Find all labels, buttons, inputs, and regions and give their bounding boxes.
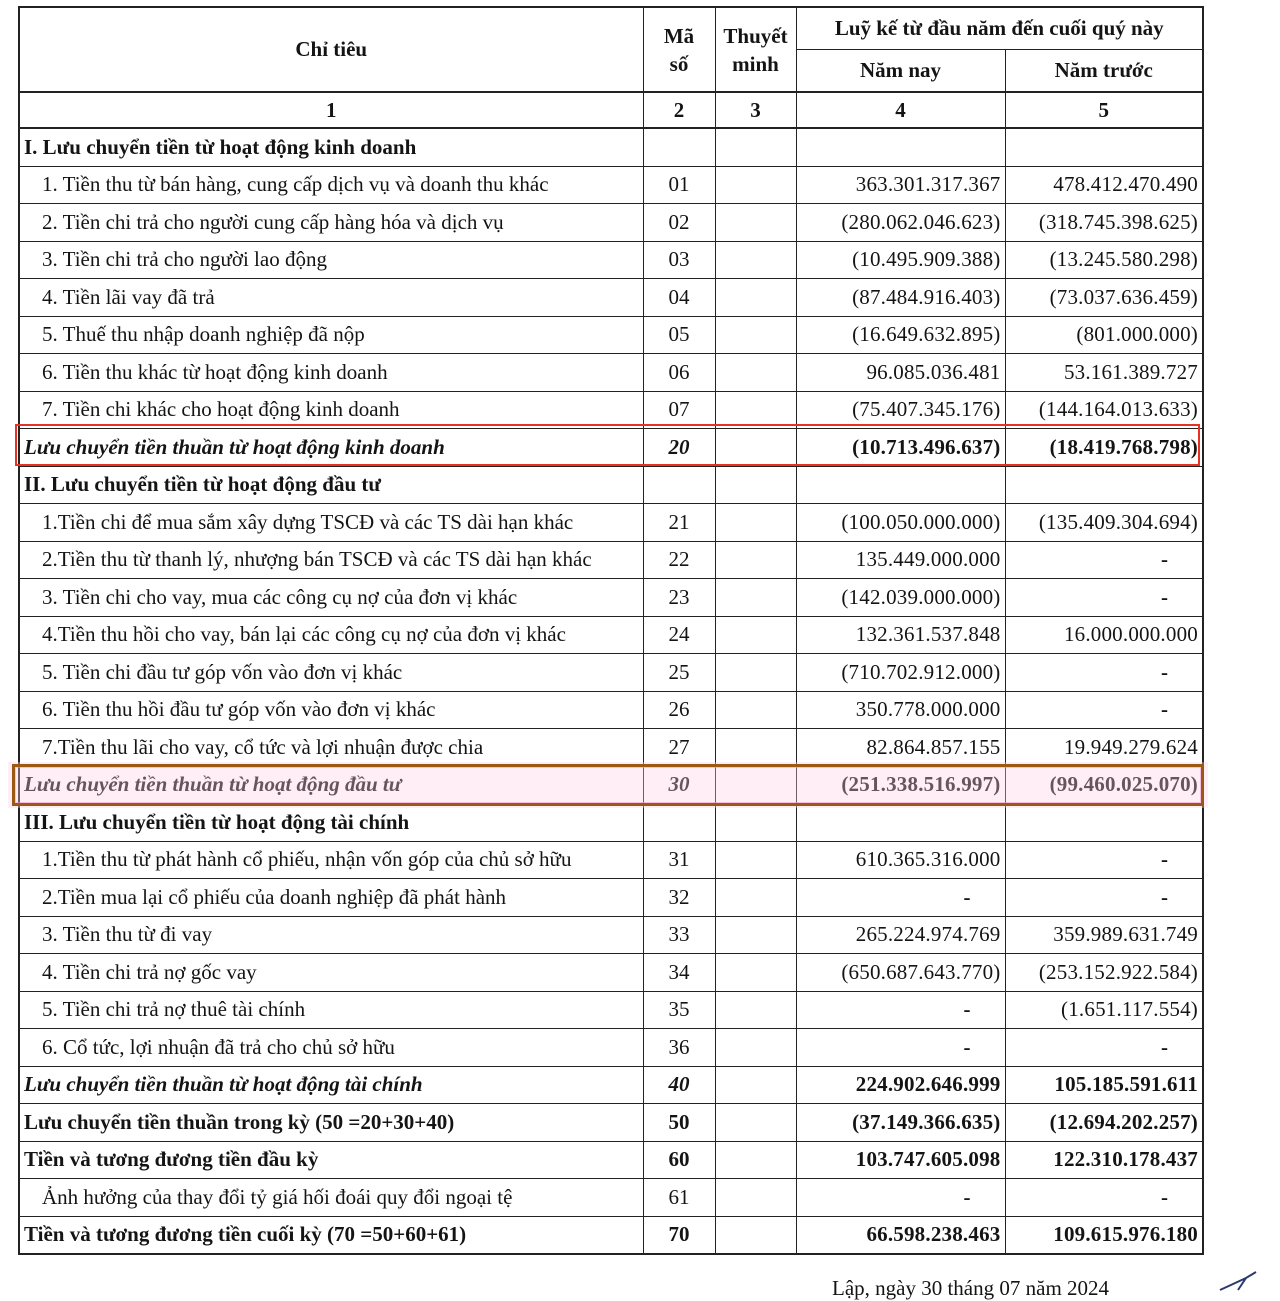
row-prior-year: -	[1005, 1029, 1203, 1067]
row-current-year: 610.365.316.000	[796, 841, 1005, 879]
row-note	[715, 279, 796, 317]
row-code: 04	[643, 279, 715, 317]
row-label: II. Lưu chuyển tiền từ hoạt động đầu tư	[19, 466, 643, 504]
row-code	[643, 128, 715, 166]
row-prior-year: (318.745.398.625)	[1005, 204, 1203, 242]
row-current-year: (10.713.496.637)	[796, 429, 1005, 467]
row-prior-year	[1005, 466, 1203, 504]
cash-flow-statement	[18, 6, 1202, 1255]
row-prior-year	[1005, 128, 1203, 166]
table-row	[19, 991, 1203, 1029]
subtotal-row	[19, 766, 1203, 804]
row-note	[715, 128, 796, 166]
section-row	[19, 466, 1203, 504]
row-prior-year: 19.949.279.624	[1005, 729, 1203, 767]
row-label: 3. Tiền thu từ đi vay	[19, 916, 643, 954]
row-code: 30	[643, 766, 715, 804]
row-prior-year: (1.651.117.554)	[1005, 991, 1203, 1029]
row-note	[715, 729, 796, 767]
row-label: 1.Tiền thu từ phát hành cổ phiếu, nhận vốn góp của chủ sở hữu	[19, 841, 643, 879]
row-code: 01	[643, 166, 715, 204]
row-code: 05	[643, 316, 715, 354]
row-current-year: 350.778.000.000	[796, 691, 1005, 729]
row-current-year: 66.598.238.463	[796, 1216, 1005, 1254]
table-row	[19, 504, 1203, 542]
row-current-year: -	[796, 1029, 1005, 1067]
row-current-year: (710.702.912.000)	[796, 654, 1005, 692]
row-label: Lưu chuyển tiền thuần từ hoạt động kinh doanh	[19, 429, 643, 467]
table-row	[19, 354, 1203, 392]
row-prior-year: -	[1005, 654, 1203, 692]
header-nam-nay: Năm nay	[796, 49, 1005, 92]
row-code: 32	[643, 879, 715, 917]
row-prior-year: (253.152.922.584)	[1005, 954, 1203, 992]
header-chi-tieu: Chỉ tiêu	[19, 7, 643, 92]
row-note	[715, 841, 796, 879]
row-label: 6. Tiền thu hồi đầu tư góp vốn vào đơn vị khác	[19, 691, 643, 729]
row-note	[715, 1029, 796, 1067]
row-note	[715, 429, 796, 467]
row-note	[715, 466, 796, 504]
row-prior-year: (73.037.636.459)	[1005, 279, 1203, 317]
row-code: 22	[643, 541, 715, 579]
row-note	[715, 991, 796, 1029]
row-code: 23	[643, 579, 715, 617]
header-index-5: 5	[1005, 92, 1203, 128]
row-label: 2.Tiền mua lại cổ phiếu của doanh nghiệp đã phát hành	[19, 879, 643, 917]
row-note	[715, 691, 796, 729]
row-prior-year: (13.245.580.298)	[1005, 241, 1203, 279]
row-note	[715, 1066, 796, 1104]
row-current-year	[796, 466, 1005, 504]
subtotal-row	[19, 429, 1203, 467]
row-label: Tiền và tương đương tiền đầu kỳ	[19, 1141, 643, 1179]
header-nam-truoc: Năm trước	[1005, 49, 1203, 92]
row-prior-year: (99.460.025.070)	[1005, 766, 1203, 804]
header-thuyet-minh: Thuyết minh	[715, 7, 796, 92]
row-code: 07	[643, 391, 715, 429]
row-code: 60	[643, 1141, 715, 1179]
row-code: 20	[643, 429, 715, 467]
row-label: 3. Tiền chi cho vay, mua các công cụ nợ của đơn vị khác	[19, 579, 643, 617]
row-note	[715, 1104, 796, 1142]
header-index-2: 2	[643, 92, 715, 128]
row-current-year: -	[796, 879, 1005, 917]
row-code: 34	[643, 954, 715, 992]
row-prior-year: 53.161.389.727	[1005, 354, 1203, 392]
row-code: 50	[643, 1104, 715, 1142]
header-index-1: 1	[19, 92, 643, 128]
table-row	[19, 204, 1203, 242]
row-code: 70	[643, 1216, 715, 1254]
row-note	[715, 879, 796, 917]
row-current-year: (100.050.000.000)	[796, 504, 1005, 542]
row-note	[715, 1179, 796, 1217]
row-label: 1.Tiền chi để mua sắm xây dựng TSCĐ và các TS dài hạn khác	[19, 504, 643, 542]
table-body	[19, 128, 1203, 1254]
row-label: III. Lưu chuyển tiền từ hoạt động tài chính	[19, 804, 643, 842]
row-code: 27	[643, 729, 715, 767]
row-prior-year: -	[1005, 691, 1203, 729]
row-prior-year: 478.412.470.490	[1005, 166, 1203, 204]
row-label: 6. Cổ tức, lợi nhuận đã trả cho chủ sở hữu	[19, 1029, 643, 1067]
row-label: Tiền và tương đương tiền cuối kỳ (70 =50+60+61)	[19, 1216, 643, 1254]
row-code: 26	[643, 691, 715, 729]
row-note	[715, 616, 796, 654]
row-note	[715, 166, 796, 204]
row-note	[715, 766, 796, 804]
total-row	[19, 1216, 1203, 1254]
row-note	[715, 354, 796, 392]
row-current-year: 135.449.000.000	[796, 541, 1005, 579]
row-current-year: 82.864.857.155	[796, 729, 1005, 767]
table-row	[19, 166, 1203, 204]
row-code: 35	[643, 991, 715, 1029]
row-current-year: (650.687.643.770)	[796, 954, 1005, 992]
row-note	[715, 1141, 796, 1179]
row-code: 40	[643, 1066, 715, 1104]
row-current-year: (87.484.916.403)	[796, 279, 1005, 317]
row-label: 2. Tiền chi trả cho người cung cấp hàng hóa và dịch vụ	[19, 204, 643, 242]
table-row	[19, 279, 1203, 317]
table-row	[19, 1179, 1203, 1217]
row-code: 31	[643, 841, 715, 879]
row-label: 6. Tiền thu khác từ hoạt động kinh doanh	[19, 354, 643, 392]
row-label: 1. Tiền thu từ bán hàng, cung cấp dịch vụ và doanh thu khác	[19, 166, 643, 204]
row-current-year: -	[796, 991, 1005, 1029]
table-row	[19, 654, 1203, 692]
section-row	[19, 128, 1203, 166]
row-label: 4. Tiền chi trả nợ gốc vay	[19, 954, 643, 992]
table-row	[19, 241, 1203, 279]
row-code: 33	[643, 916, 715, 954]
row-prior-year: (18.419.768.798)	[1005, 429, 1203, 467]
row-note	[715, 541, 796, 579]
row-current-year: 265.224.974.769	[796, 916, 1005, 954]
row-code	[643, 466, 715, 504]
footer-date-line: Lập, ngày 30 tháng 07 năm 2024	[832, 1276, 1110, 1300]
table-row	[19, 729, 1203, 767]
row-code: 25	[643, 654, 715, 692]
row-prior-year	[1005, 804, 1203, 842]
row-label: 5. Thuế thu nhập doanh nghiệp đã nộp	[19, 316, 643, 354]
row-note	[715, 391, 796, 429]
row-prior-year: -	[1005, 879, 1203, 917]
row-note	[715, 316, 796, 354]
row-note	[715, 654, 796, 692]
row-current-year: 103.747.605.098	[796, 1141, 1005, 1179]
row-code: 24	[643, 616, 715, 654]
row-prior-year: -	[1005, 1179, 1203, 1217]
table-row	[19, 954, 1203, 992]
row-note	[715, 204, 796, 242]
table-row	[19, 616, 1203, 654]
row-code: 36	[643, 1029, 715, 1067]
row-note	[715, 579, 796, 617]
row-current-year: -	[796, 1179, 1005, 1217]
table-row	[19, 841, 1203, 879]
row-current-year	[796, 804, 1005, 842]
header-index-4: 4	[796, 92, 1005, 128]
table-row	[19, 579, 1203, 617]
row-prior-year: 16.000.000.000	[1005, 616, 1203, 654]
table-row	[19, 541, 1203, 579]
row-prior-year: 122.310.178.437	[1005, 1141, 1203, 1179]
row-label: 7.Tiền thu lãi cho vay, cổ tức và lợi nhuận được chia	[19, 729, 643, 767]
row-current-year: 132.361.537.848	[796, 616, 1005, 654]
row-current-year: (142.039.000.000)	[796, 579, 1005, 617]
row-prior-year: 109.615.976.180	[1005, 1216, 1203, 1254]
row-code: 06	[643, 354, 715, 392]
row-prior-year: (12.694.202.257)	[1005, 1104, 1203, 1142]
row-current-year: (10.495.909.388)	[796, 241, 1005, 279]
row-label: 2.Tiền thu từ thanh lý, nhượng bán TSCĐ và các TS dài hạn khác	[19, 541, 643, 579]
row-note	[715, 241, 796, 279]
row-note	[715, 804, 796, 842]
subtotal-row	[19, 1066, 1203, 1104]
row-code: 02	[643, 204, 715, 242]
row-prior-year: -	[1005, 541, 1203, 579]
row-prior-year: (801.000.000)	[1005, 316, 1203, 354]
row-current-year	[796, 128, 1005, 166]
row-prior-year: (135.409.304.694)	[1005, 504, 1203, 542]
table-row	[19, 879, 1203, 917]
row-label: Lưu chuyển tiền thuần trong kỳ (50 =20+30+40)	[19, 1104, 643, 1142]
table-row	[19, 391, 1203, 429]
row-current-year: (37.149.366.635)	[796, 1104, 1005, 1142]
row-label: Ảnh hưởng của thay đổi tỷ giá hối đoái quy đổi ngoại tệ	[19, 1179, 643, 1217]
row-label: I. Lưu chuyển tiền từ hoạt động kinh doanh	[19, 128, 643, 166]
row-current-year: (16.649.632.895)	[796, 316, 1005, 354]
section-row	[19, 804, 1203, 842]
row-code: 21	[643, 504, 715, 542]
row-label: Lưu chuyển tiền thuần từ hoạt động đầu tư	[19, 766, 643, 804]
row-note	[715, 1216, 796, 1254]
row-label: 5. Tiền chi trả nợ thuê tài chính	[19, 991, 643, 1029]
row-prior-year: -	[1005, 579, 1203, 617]
header-index-3: 3	[715, 92, 796, 128]
table-row	[19, 691, 1203, 729]
row-prior-year: (144.164.013.633)	[1005, 391, 1203, 429]
row-label: 7. Tiền chi khác cho hoạt động kinh doanh	[19, 391, 643, 429]
total-row	[19, 1104, 1203, 1142]
cash-flow-table	[18, 6, 1204, 1255]
table-row	[19, 316, 1203, 354]
row-label: 3. Tiền chi trả cho người lao động	[19, 241, 643, 279]
row-prior-year: 105.185.591.611	[1005, 1066, 1203, 1104]
row-label: 4. Tiền lãi vay đã trả	[19, 279, 643, 317]
row-label: 4.Tiền thu hồi cho vay, bán lại các công cụ nợ của đơn vị khác	[19, 616, 643, 654]
row-code: 61	[643, 1179, 715, 1217]
row-prior-year: 359.989.631.749	[1005, 916, 1203, 954]
header-group-ytd: Luỹ kế từ đầu năm đến cuối quý này	[796, 7, 1203, 49]
row-code: 03	[643, 241, 715, 279]
row-prior-year: -	[1005, 841, 1203, 879]
header-ma-so: Mã số	[643, 7, 715, 92]
row-note	[715, 916, 796, 954]
row-note	[715, 504, 796, 542]
row-current-year: 224.902.646.999	[796, 1066, 1005, 1104]
row-current-year: (75.407.345.176)	[796, 391, 1005, 429]
table-row	[19, 1029, 1203, 1067]
row-note	[715, 954, 796, 992]
table-row	[19, 916, 1203, 954]
row-label: Lưu chuyển tiền thuần từ hoạt động tài chính	[19, 1066, 643, 1104]
row-current-year: 96.085.036.481	[796, 354, 1005, 392]
total-row	[19, 1141, 1203, 1179]
row-current-year: (251.338.516.997)	[796, 766, 1005, 804]
row-current-year: (280.062.046.623)	[796, 204, 1005, 242]
row-current-year: 363.301.317.367	[796, 166, 1005, 204]
row-label: 5. Tiền chi đầu tư góp vốn vào đơn vị khác	[19, 654, 643, 692]
row-code	[643, 804, 715, 842]
